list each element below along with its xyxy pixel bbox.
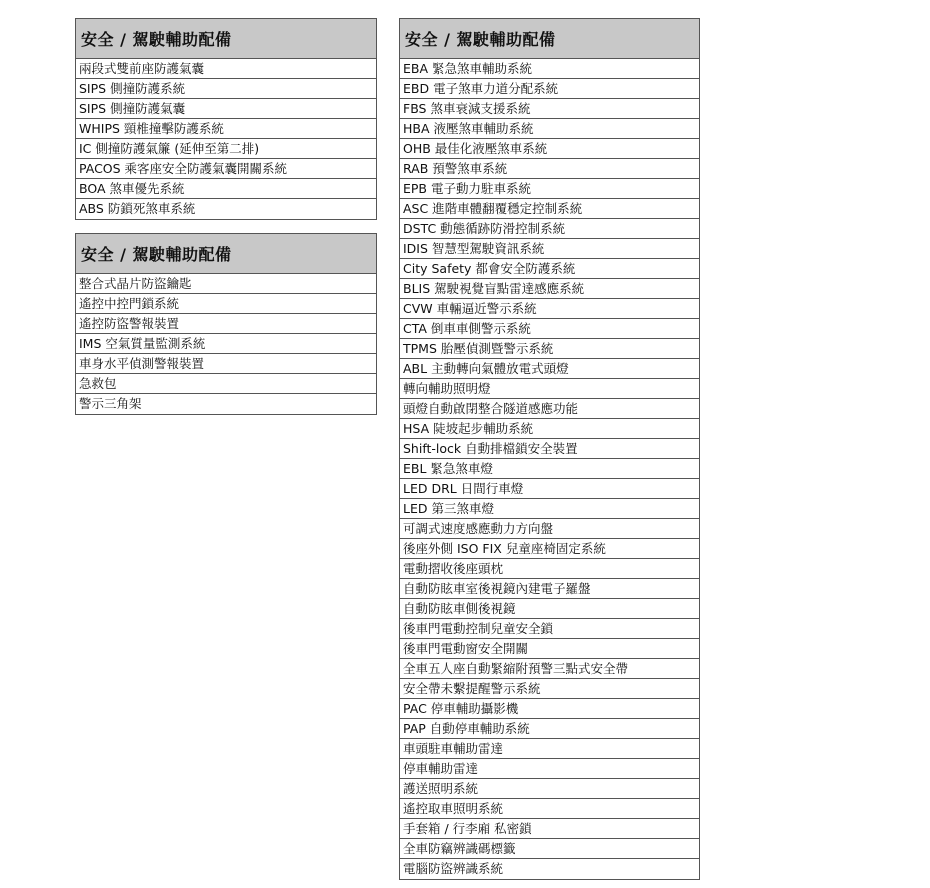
table-row: EPB 電子動力駐車系統 [400, 179, 699, 199]
table-row: LED DRL 日間行車燈 [400, 479, 699, 499]
table-row: 全車五人座自動緊縮附預警三點式安全帶 [400, 659, 699, 679]
table-header: 安全 / 駕駛輔助配備 [76, 19, 376, 59]
table-body [76, 274, 376, 414]
table-row: RAB 預警煞車系統 [400, 159, 699, 179]
table-row: 自動防眩車側後視鏡 [400, 599, 699, 619]
table-row: 停車輔助雷達 [400, 759, 699, 779]
table-row: 全車防竊辨識碼標籤 [400, 839, 699, 859]
table-row: 遙控中控門鎖系統 [76, 294, 376, 314]
table-row: 兩段式雙前座防護氣囊 [76, 59, 376, 79]
table-row: ABS 防鎖死煞車系統 [79, 201, 196, 216]
table-row: BLIS 駕駛視覺盲點雷達感應系統 [400, 279, 699, 299]
table-row: 電動摺收後座頭枕 [400, 559, 699, 579]
table-row: 車身水平偵測警報裝置 [76, 354, 376, 374]
table-row: IC 側撞防護氣簾 (延伸至第二排) [76, 139, 376, 159]
table-row: ASC 進階車體翻覆穩定控制系統 [400, 199, 699, 219]
table-row: ABL 主動轉向氣體放電式頭燈 [400, 359, 699, 379]
table-row: IMS 空氣質量監測系統 [76, 334, 376, 354]
table-row: 後車門電動窗安全開關 [400, 639, 699, 659]
table-row: 轉向輔助照明燈 [400, 379, 699, 399]
table-row: 遙控取車照明系統 [400, 799, 699, 819]
table-row: CVW 車輛逼近警示系統 [400, 299, 699, 319]
table-row: FBS 煞車衰減支援系統 [400, 99, 699, 119]
table-row: 整合式晶片防盜鑰匙 [76, 274, 376, 294]
safety-equipment-table-3 [399, 18, 700, 880]
table-row: HSA 陡坡起步輔助系統 [400, 419, 699, 439]
table-row: HBA 液壓煞車輔助系統 [400, 119, 699, 139]
table-row: EBA 緊急煞車輔助系統 [400, 59, 699, 79]
table-row: City Safety 都會安全防護系統 [400, 259, 699, 279]
table-body [400, 59, 699, 879]
table-header: 安全 / 駕駛輔助配備 [400, 19, 699, 59]
table-row: CTA 倒車車側警示系統 [400, 319, 699, 339]
table-body [76, 59, 376, 219]
table-row: 頭燈自動啟閉整合隧道感應功能 [400, 399, 699, 419]
table-row: OHB 最佳化液壓煞車系統 [400, 139, 699, 159]
table-row: 可調式速度感應動力方向盤 [400, 519, 699, 539]
table-row: WHIPS 頸椎撞擊防護系統 [76, 119, 376, 139]
table-row: EBD 電子煞車力道分配系統 [400, 79, 699, 99]
table-row: Shift-lock 自動排檔鎖安全裝置 [400, 439, 699, 459]
table-row: 電腦防盜辨識系統 [403, 861, 504, 876]
table-row: 後車門電動控制兒童安全鎖 [400, 619, 699, 639]
table-row: 急救包 [76, 374, 376, 394]
table-row: IDIS 智慧型駕駛資訊系統 [400, 239, 699, 259]
table-row: 遙控防盜警報裝置 [76, 314, 376, 334]
table-row: LED 第三煞車燈 [400, 499, 699, 519]
safety-equipment-table-2 [75, 233, 377, 415]
table-row: TPMS 胎壓偵測暨警示系統 [400, 339, 699, 359]
table-row: SIPS 側撞防護氣囊 [76, 99, 376, 119]
table-row: PAC 停車輔助攝影機 [400, 699, 699, 719]
table-row: SIPS 側撞防護系統 [76, 79, 376, 99]
table-row: 護送照明系統 [400, 779, 699, 799]
table-header: 安全 / 駕駛輔助配備 [76, 234, 376, 274]
table-row: 安全帶未繫提醒警示系統 [400, 679, 699, 699]
table-row: 自動防眩車室後視鏡內建電子羅盤 [400, 579, 699, 599]
safety-equipment-table-1 [75, 18, 377, 220]
table-row: 手套箱 / 行李廂 私密鎖 [400, 819, 699, 839]
table-row: 後座外側 ISO FIX 兒童座椅固定系統 [400, 539, 699, 559]
table-row: 警示三角架 [79, 396, 142, 411]
table-row: DSTC 動態循跡防滑控制系統 [400, 219, 699, 239]
table-row: PACOS 乘客座安全防護氣囊開關系統 [76, 159, 376, 179]
table-row: EBL 緊急煞車燈 [400, 459, 699, 479]
table-row: PAP 自動停車輔助系統 [400, 719, 699, 739]
table-row: 車頭駐車輔助雷達 [400, 739, 699, 759]
table-row: BOA 煞車優先系統 [76, 179, 376, 199]
